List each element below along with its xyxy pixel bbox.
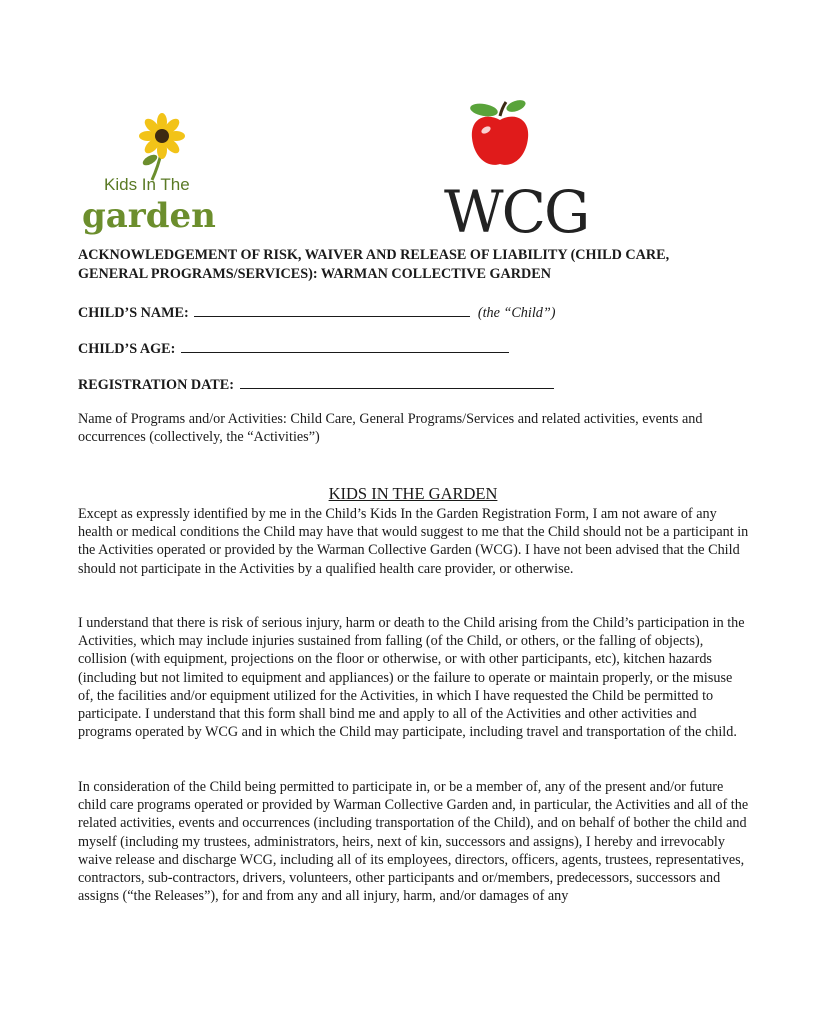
registration-date-blank[interactable] [240,374,554,389]
document-title: ACKNOWLEDGEMENT OF RISK, WAIVER AND RELEASE OF LIABILITY (CHILD CARE, GENERAL PROGRAMS/SERVICES): WARMAN COLLECTIVE GARDEN [78,247,670,282]
kitg-logo-line1: Kids In The [104,175,190,194]
wcg-logo-text: WCG [444,178,589,246]
kids-in-the-garden-logo [78,112,218,237]
registration-date-label: REGISTRATION DATE: [78,377,234,393]
childs-name-field [78,302,556,322]
childs-name-label: CHILD’S NAME: [78,305,189,321]
childs-age-blank[interactable] [181,338,509,353]
paragraph-health: Except as expressly identified by me in the Child’s Kids In the Garden Registration Form, I am not aware of any health or medical conditions the Child may have that would suggest to me that the Child should not be a participant in the Activities operated or provided by the Warman Collective Garden (WCG). I have not been advised that the Child should not participate in the Activities by a qualified health care provider, or otherwise. [78,506,749,577]
section-heading: KIDS IN THE GARDEN [328,484,498,503]
paragraph-risk: I understand that there is risk of serious injury, harm or death to the Child arising from the Child’s participation in the Activities, which may include injuries sustained from falling (of the Child, or others, or the falling of objects), collision (with equipment, projections on the floor or otherwise, or with other participants, etc), kitchen hazards (including but not limited to equipment and appliances) or the failure to operate or maintain properly, or the misuse of, the facilities and/or equipment utilized for the Activities, in which I have requested the Child be permitted to participate. I understand that this form shall bind me and apply to all of the Activities and other activities and programs operated by WCG and in which the Child may participate, including travel and transportation of the child. [78,615,745,741]
childs-name-suffix: (the “Child”) [477,305,556,321]
programs-activities-text: Name of Programs and/or Activities: Child Care, General Programs/Services and related activities, events and occurrences (collectively, the “Activities”) [78,411,703,446]
header-logos [0,0,770,245]
registration-date-field [78,374,554,394]
paragraph-waiver: In consideration of the Child being permitted to participate in, or be a member of, any of the present and/or future child care programs operated or provided by Warman Collective Garden and, in particular, the Activities and all of the related activities, events and occurrences (including transportation of the Child), and on behalf of bother the child and myself (including my trustees, administrators, heirs, next of kin, successors and assigns), I hereby and irrevocably waive release and discharge WCG, including all of its employees, directors, officers, agents, trustees, representatives, contractors, sub-contractors, drivers, volunteers, other participants and or/members, predecessors, successors and assigns (“the Releases”), for and from any and all injury, harm, and/or damages of any [78,779,749,905]
childs-age-label: CHILD’S AGE: [78,341,176,357]
kitg-logo-line2: garden [82,196,216,236]
childs-name-blank[interactable] [194,302,470,317]
warman-collective-garden-logo [440,96,589,246]
childs-age-field [78,338,509,358]
